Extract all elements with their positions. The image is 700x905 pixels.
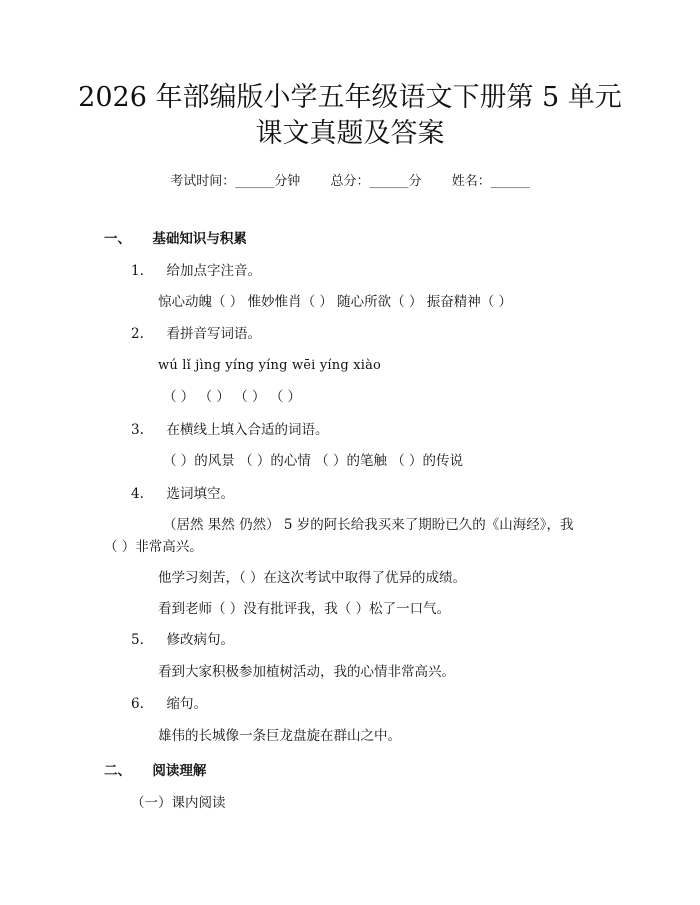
question-4-line-1-continued: （ ）非常高兴。	[104, 539, 203, 555]
question-2-prompt: 看拼音写词语。	[166, 326, 261, 342]
question-3	[131, 420, 328, 440]
question-5-prompt: 修改病句。	[166, 632, 234, 648]
section-2-number: 二、	[104, 763, 131, 779]
question-2	[131, 324, 261, 344]
total-score: 总分：______分	[330, 174, 422, 189]
question-5-number: 5.	[131, 632, 144, 648]
question-4	[131, 484, 234, 504]
question-4-number: 4.	[131, 486, 144, 502]
question-4-line-1: （居然 果然 仍然） 5 岁的阿长给我买来了期盼已久的《山海经》，我	[163, 517, 574, 533]
student-name: 姓名：______	[451, 174, 530, 189]
question-2-blanks: （ ） （ ） （ ） （ ）	[163, 389, 302, 405]
section-1-title: 基础知识与积累	[152, 231, 247, 247]
exam-meta	[0, 170, 700, 189]
section-2-title: 阅读理解	[152, 763, 207, 779]
section-2-subheading: （一）课内阅读	[131, 795, 226, 811]
question-4-line-3: 看到老师（ ）没有批评我，我（ ）松了一口气。	[158, 601, 451, 617]
title-line-1: 2026 年部编版小学五年级语文下册第 5 单元	[78, 82, 622, 113]
title-line-2: 课文真题及答案	[255, 118, 445, 149]
section-1-number: 一、	[104, 231, 131, 247]
question-5	[131, 630, 234, 650]
question-1-number: 1.	[131, 263, 144, 279]
section-1-heading	[104, 229, 247, 249]
section-2-heading	[104, 761, 206, 781]
question-5-content: 看到大家积极参加植树活动，我的心情非常高兴。	[158, 664, 455, 680]
question-1-content: 惊心动魄（ ） 惟妙惟肖（ ） 随心所欲（ ） 振奋精神（ ）	[158, 294, 513, 310]
question-6	[131, 694, 207, 714]
document-title	[60, 80, 640, 152]
question-3-prompt: 在横线上填入合适的词语。	[166, 422, 329, 438]
question-4-prompt: 选词填空。	[166, 486, 234, 502]
question-6-number: 6.	[131, 696, 144, 712]
question-6-prompt: 缩句。	[166, 696, 207, 712]
question-3-content: （ ）的风景 （ ）的心情 （ ）的笔触 （ ）的传说	[163, 453, 464, 469]
question-2-number: 2.	[131, 326, 144, 342]
question-2-pinyin: wú lǐ jìng yíng yíng wēi yíng xiào	[158, 358, 382, 373]
question-4-line-2: 他学习刻苦，（ ）在这次考试中取得了优异的成绩。	[158, 570, 467, 586]
exam-time: 考试时间：______分钟	[170, 174, 301, 189]
question-1	[131, 261, 261, 281]
question-3-number: 3.	[131, 422, 144, 438]
question-6-content: 雄伟的长城像一条巨龙盘旋在群山之中。	[158, 728, 401, 744]
question-1-prompt: 给加点字注音。	[166, 263, 261, 279]
